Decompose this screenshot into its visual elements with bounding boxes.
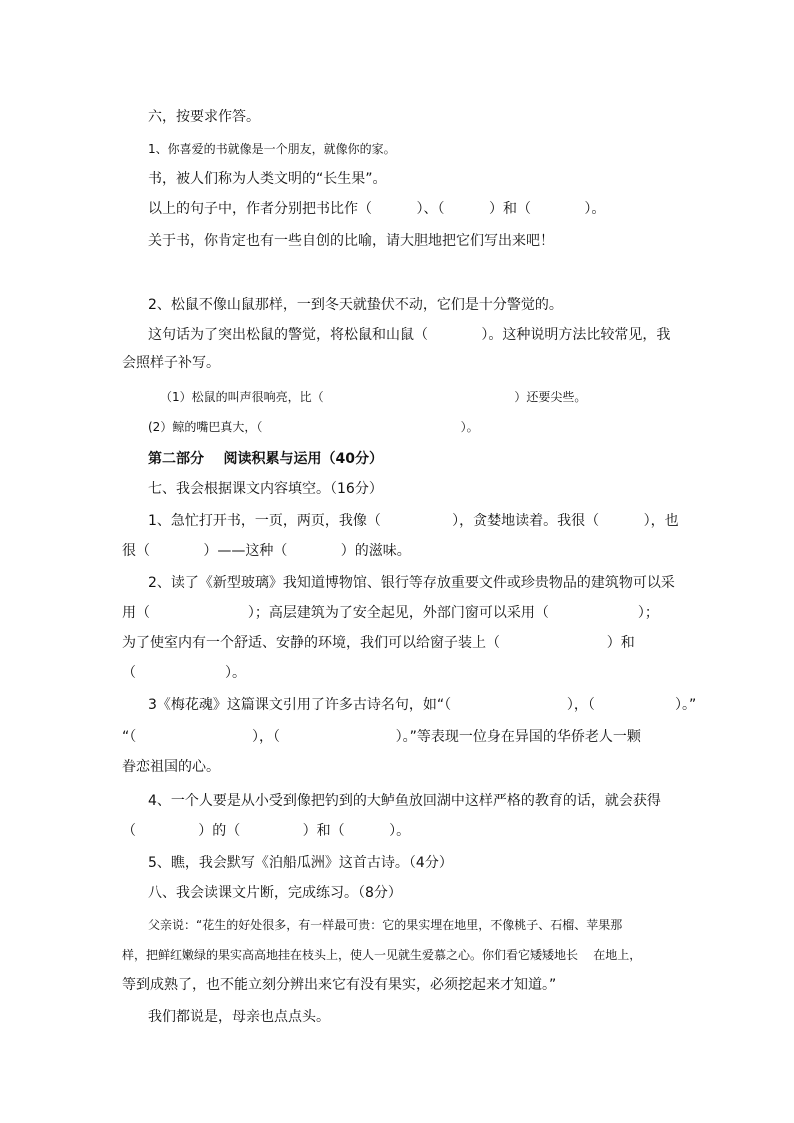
section-eight-heading: 八、我会读课文片断，完成练习。（8分） [148, 885, 402, 901]
q2-item-1: （1）松鼠的叫声很响亮，比（ ）还要尖些。 [160, 390, 587, 404]
q1-sentence-1: 1、你喜爱的书就像是一个朋友，就像你的家。 [148, 142, 396, 156]
part-two-heading: 第二部分 阅读积累与运用（40分） [148, 451, 383, 467]
s7-q3-line-1: 3《梅花魂》这篇课文引用了许多古诗名句，如“（ ），（ ）。” [148, 697, 697, 713]
s7-q3-line-2: “（ ），（ ）。”等表现一位身在异国的华侨老人一颗 [122, 729, 641, 745]
s7-q5: 5、瞧，我会默写《泊船瓜洲》这首古诗。（4分） [148, 855, 453, 871]
q1-instruction: 关于书，你肯定也有一些自创的比喻，请大胆地把它们写出来吧！ [148, 233, 554, 249]
s7-q4-line-1: 4、一个人要是从小受到像把钓到的大鲈鱼放回湖中这样严格的教育的话，就会获得 [148, 793, 661, 809]
q2-sentence: 2、松鼠不像山鼠那样，一到冬天就蛰伏不动，它们是十分警觉的。 [148, 297, 563, 313]
passage-line-4: 我们都说是，母亲也点点头。 [148, 1009, 330, 1025]
s7-q3-line-3: 眷恋祖国的心。 [122, 759, 220, 775]
s7-q2-line-3: 为了使室内有一个舒适、安静的环境，我们可以给窗子装上（ ）和 [122, 635, 635, 651]
s7-q2-line-4: （ ）。 [122, 665, 247, 681]
q1-sentence-2: 书，被人们称为人类文明的“长生果”。 [148, 171, 387, 187]
s7-q1-line-1: 1、急忙打开书，一页，两页，我像（ ），贪婪地读着。我很（ ），也 [148, 513, 679, 529]
q2-item-2: (2）鲸的嘴巴真大，（ ）。 [148, 420, 479, 434]
passage-line-3: 等到成熟了，也不能立刻分辨出来它有没有果实，必须挖起来才知道。” [122, 977, 557, 993]
section-six-heading: 六，按要求作答。 [148, 109, 260, 125]
section-seven-heading: 七、我会根据课文内容填空。（16分） [148, 481, 383, 497]
q1-prompt: 以上的句子中，作者分别把书比作（ ）、（ ）和（ ）。 [148, 201, 606, 217]
s7-q4-line-2: （ ）的（ ）和（ ）。 [122, 823, 411, 839]
passage-line-2: 样，把鲜红嫩绿的果实高高地挂在枝头上，使人一见就生爱慕之心。你们看它矮矮地长 在地上， [122, 948, 642, 962]
s7-q1-line-2: 很（ ）——这种（ ）的滋味。 [122, 543, 411, 559]
q2-prompt-line-2: 会照样子补写。 [122, 355, 220, 371]
q2-prompt-line-1: 这句话为了突出松鼠的警觉，将松鼠和山鼠（ ）。这种说明方法比较常见，我 [148, 327, 671, 343]
s7-q2-line-1: 2、读了《新型玻璃》我知道博物馆、银行等存放重要文件或珍贵物品的建筑物可以采 [148, 575, 675, 591]
s7-q2-line-2: 用（ ）；高层建筑为了安全起见，外部门窗可以采用（ ）； [122, 605, 659, 621]
passage-line-1: 父亲说：“花生的好处很多，有一样最可贵：它的果实埋在地里，不像桃子、石榴、苹果那 [148, 918, 623, 932]
